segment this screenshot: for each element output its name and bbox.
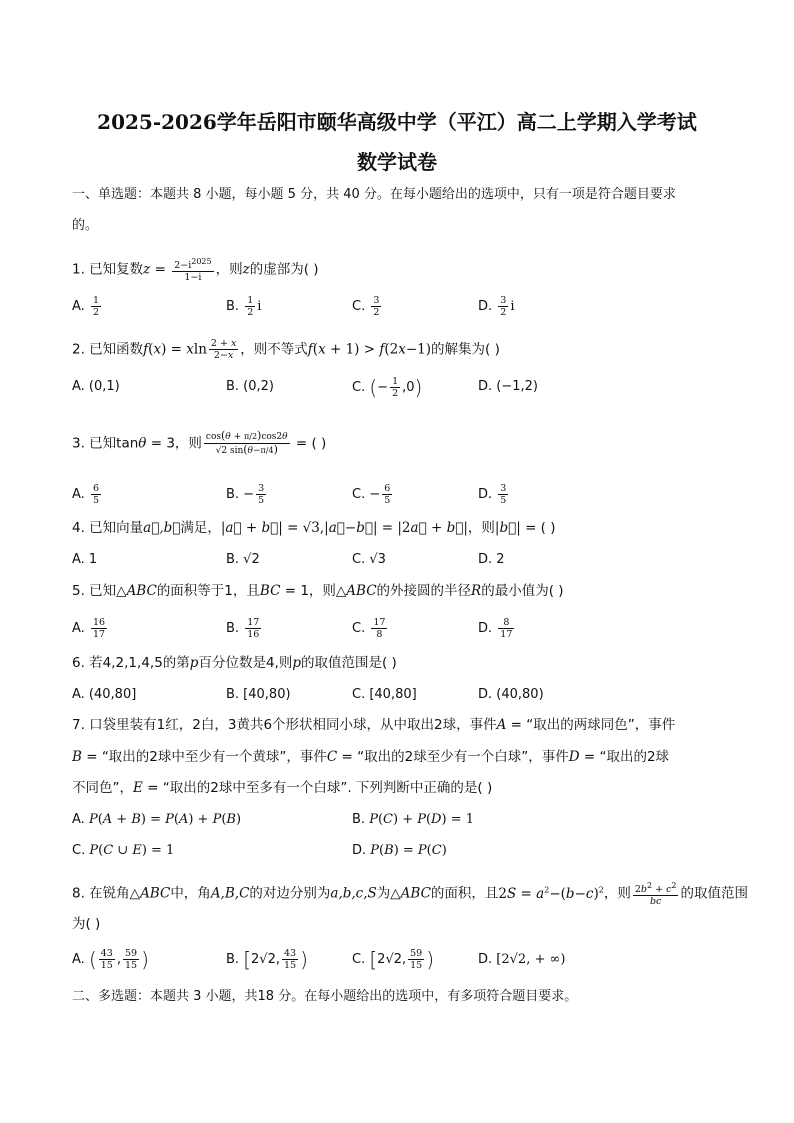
question-8-line1: 8. 在锐角△ABC中，角A,B,C的对边分别为a,b,c,S为△ABC的面积，且$2S = a^2-(b-c)^2$，则 $\frac{2b^2 + c^2}{bc}$ 的取值范围 xyxy=(72,881,748,908)
q3-option-b[interactable]: B. − $\frac{3}{5}$ xyxy=(226,483,265,506)
question-7-line2: B = “取出的2球中至少有一个黄球”，事件C = “取出的2球至少有一个白球”，事件D = “取出的2球 xyxy=(72,749,670,765)
q8-option-c[interactable]: C. [2√2, $\frac{59}{15}$ ) xyxy=(352,947,435,972)
q4-option-c[interactable]: C. √3 xyxy=(352,552,386,567)
question-8-line2: 为( ) xyxy=(72,916,101,932)
q5-option-a[interactable]: A. $\frac{16}{17}$ xyxy=(72,617,106,640)
q6-option-c[interactable]: C. [40,80] xyxy=(352,687,417,702)
q4-option-b[interactable]: B. √2 xyxy=(226,552,260,567)
question-4: 4. 已知向量a⃗,b⃗满足，|a⃗ + b⃗| = √3,|a⃗−b⃗| = |2a⃗ + b⃗|，则|b⃗| = ( ) xyxy=(72,520,556,536)
section1-intro-line2: 的。 xyxy=(72,218,99,233)
question-7-line3: 不同色”，E = “取出的2球中至多有一个白球”. 下列判断中正确的是( ) xyxy=(72,780,493,796)
q8-option-b[interactable]: B. [2√2, $\frac{43}{15}$ ) xyxy=(226,947,308,972)
q3-option-d[interactable]: D. $\frac{3}{5}$ xyxy=(478,483,507,506)
section2-intro: 二、多选题：本题共 3 小题，共18 分。在每小题给出的选项中，有多项符合题目要求。 xyxy=(72,989,578,1004)
q1-option-d[interactable]: D. $\frac{3}{2}$ i xyxy=(478,295,515,318)
q7-option-a[interactable]: A. P(A + B) = P(A) + P(B) xyxy=(72,812,242,827)
q1-option-c[interactable]: C. $\frac{3}{2}$ xyxy=(352,295,380,318)
q6-option-b[interactable]: B. [40,80) xyxy=(226,687,291,702)
question-2: 2. 已知函数f(x) = xln $\frac{2 + x}{2-x}$ ，则不等式f(x + 1) > f(2x−1)的解集为( ) xyxy=(72,338,500,361)
exam-subtitle: 数学试卷 xyxy=(357,150,437,174)
q5-option-b[interactable]: B. $\frac{17}{16}$ xyxy=(226,617,260,640)
q8-option-a[interactable]: A. ( $\frac{43}{15}$ , $\frac{59}{15}$ ) xyxy=(72,947,149,972)
section1-intro-line1: 一、单选题：本题共 8 小题，每小题 5 分，共 40 分。在每小题给出的选项中，只有一项是符合题目要求 xyxy=(72,187,676,202)
q5-option-c[interactable]: C. $\frac{17}{8}$ xyxy=(352,617,386,640)
question-5: 5. 已知△ABC的面积等于1，且BC = 1，则△ABC的外接圆的半径R的最小值为( ) xyxy=(72,583,564,599)
q2-option-c[interactable]: C. (− $\frac{1}{2}$ ,0) xyxy=(352,375,423,400)
q3-option-a[interactable]: A. $\frac{6}{5}$ xyxy=(72,483,99,506)
q8-option-d[interactable]: D. [2√2, + ∞) xyxy=(478,952,566,967)
q7-option-b[interactable]: B. P(C) + P(D) = 1 xyxy=(352,812,474,827)
q5-option-d[interactable]: D. $\frac{8}{17}$ xyxy=(478,617,513,640)
q7-option-c[interactable]: C. P(C ∪ E) = 1 xyxy=(72,843,175,858)
q4-option-a[interactable]: A. 1 xyxy=(72,552,98,567)
question-7-line1: 7. 口袋里装有1红，2白，3黄共6个形状相同小球，从中取出2球，事件A = “取出的两球同色”，事件 xyxy=(72,717,676,733)
question-3: 3. 已知tanθ = 3，则 $\frac{\cos(\theta + \pi/2)\cos 2\theta}{√2 \sin(\theta-\pi/4)}$ = ( ) xyxy=(72,429,327,456)
q2-option-b[interactable]: B. (0,2) xyxy=(226,379,275,394)
q7-option-d[interactable]: D. P(B) = P(C) xyxy=(352,843,447,858)
q6-option-a[interactable]: A. (40,80] xyxy=(72,687,137,702)
q1-option-b[interactable]: B. $\frac{1}{2}$ i xyxy=(226,295,262,318)
question-6: 6. 若4,2,1,4,5的第p百分位数是4,则p的取值范围是( ) xyxy=(72,655,397,671)
q4-option-d[interactable]: D. 2 xyxy=(478,552,505,567)
exam-title: 2025-2026学年岳阳市颐华高级中学（平江）高二上学期入学考试 xyxy=(97,110,697,134)
q6-option-d[interactable]: D. (40,80) xyxy=(478,687,544,702)
question-1: 1. 已知复数z = $\frac{2-i^{2025}}{1-i}$ ，则z的虚部为( ) xyxy=(72,257,319,284)
q1-option-a[interactable]: A. $\frac{1}{2}$ xyxy=(72,295,99,318)
q3-option-c[interactable]: C. − $\frac{6}{5}$ xyxy=(352,483,391,506)
q2-option-a[interactable]: A. (0,1) xyxy=(72,379,120,394)
q2-option-d[interactable]: D. (−1,2) xyxy=(478,379,538,394)
